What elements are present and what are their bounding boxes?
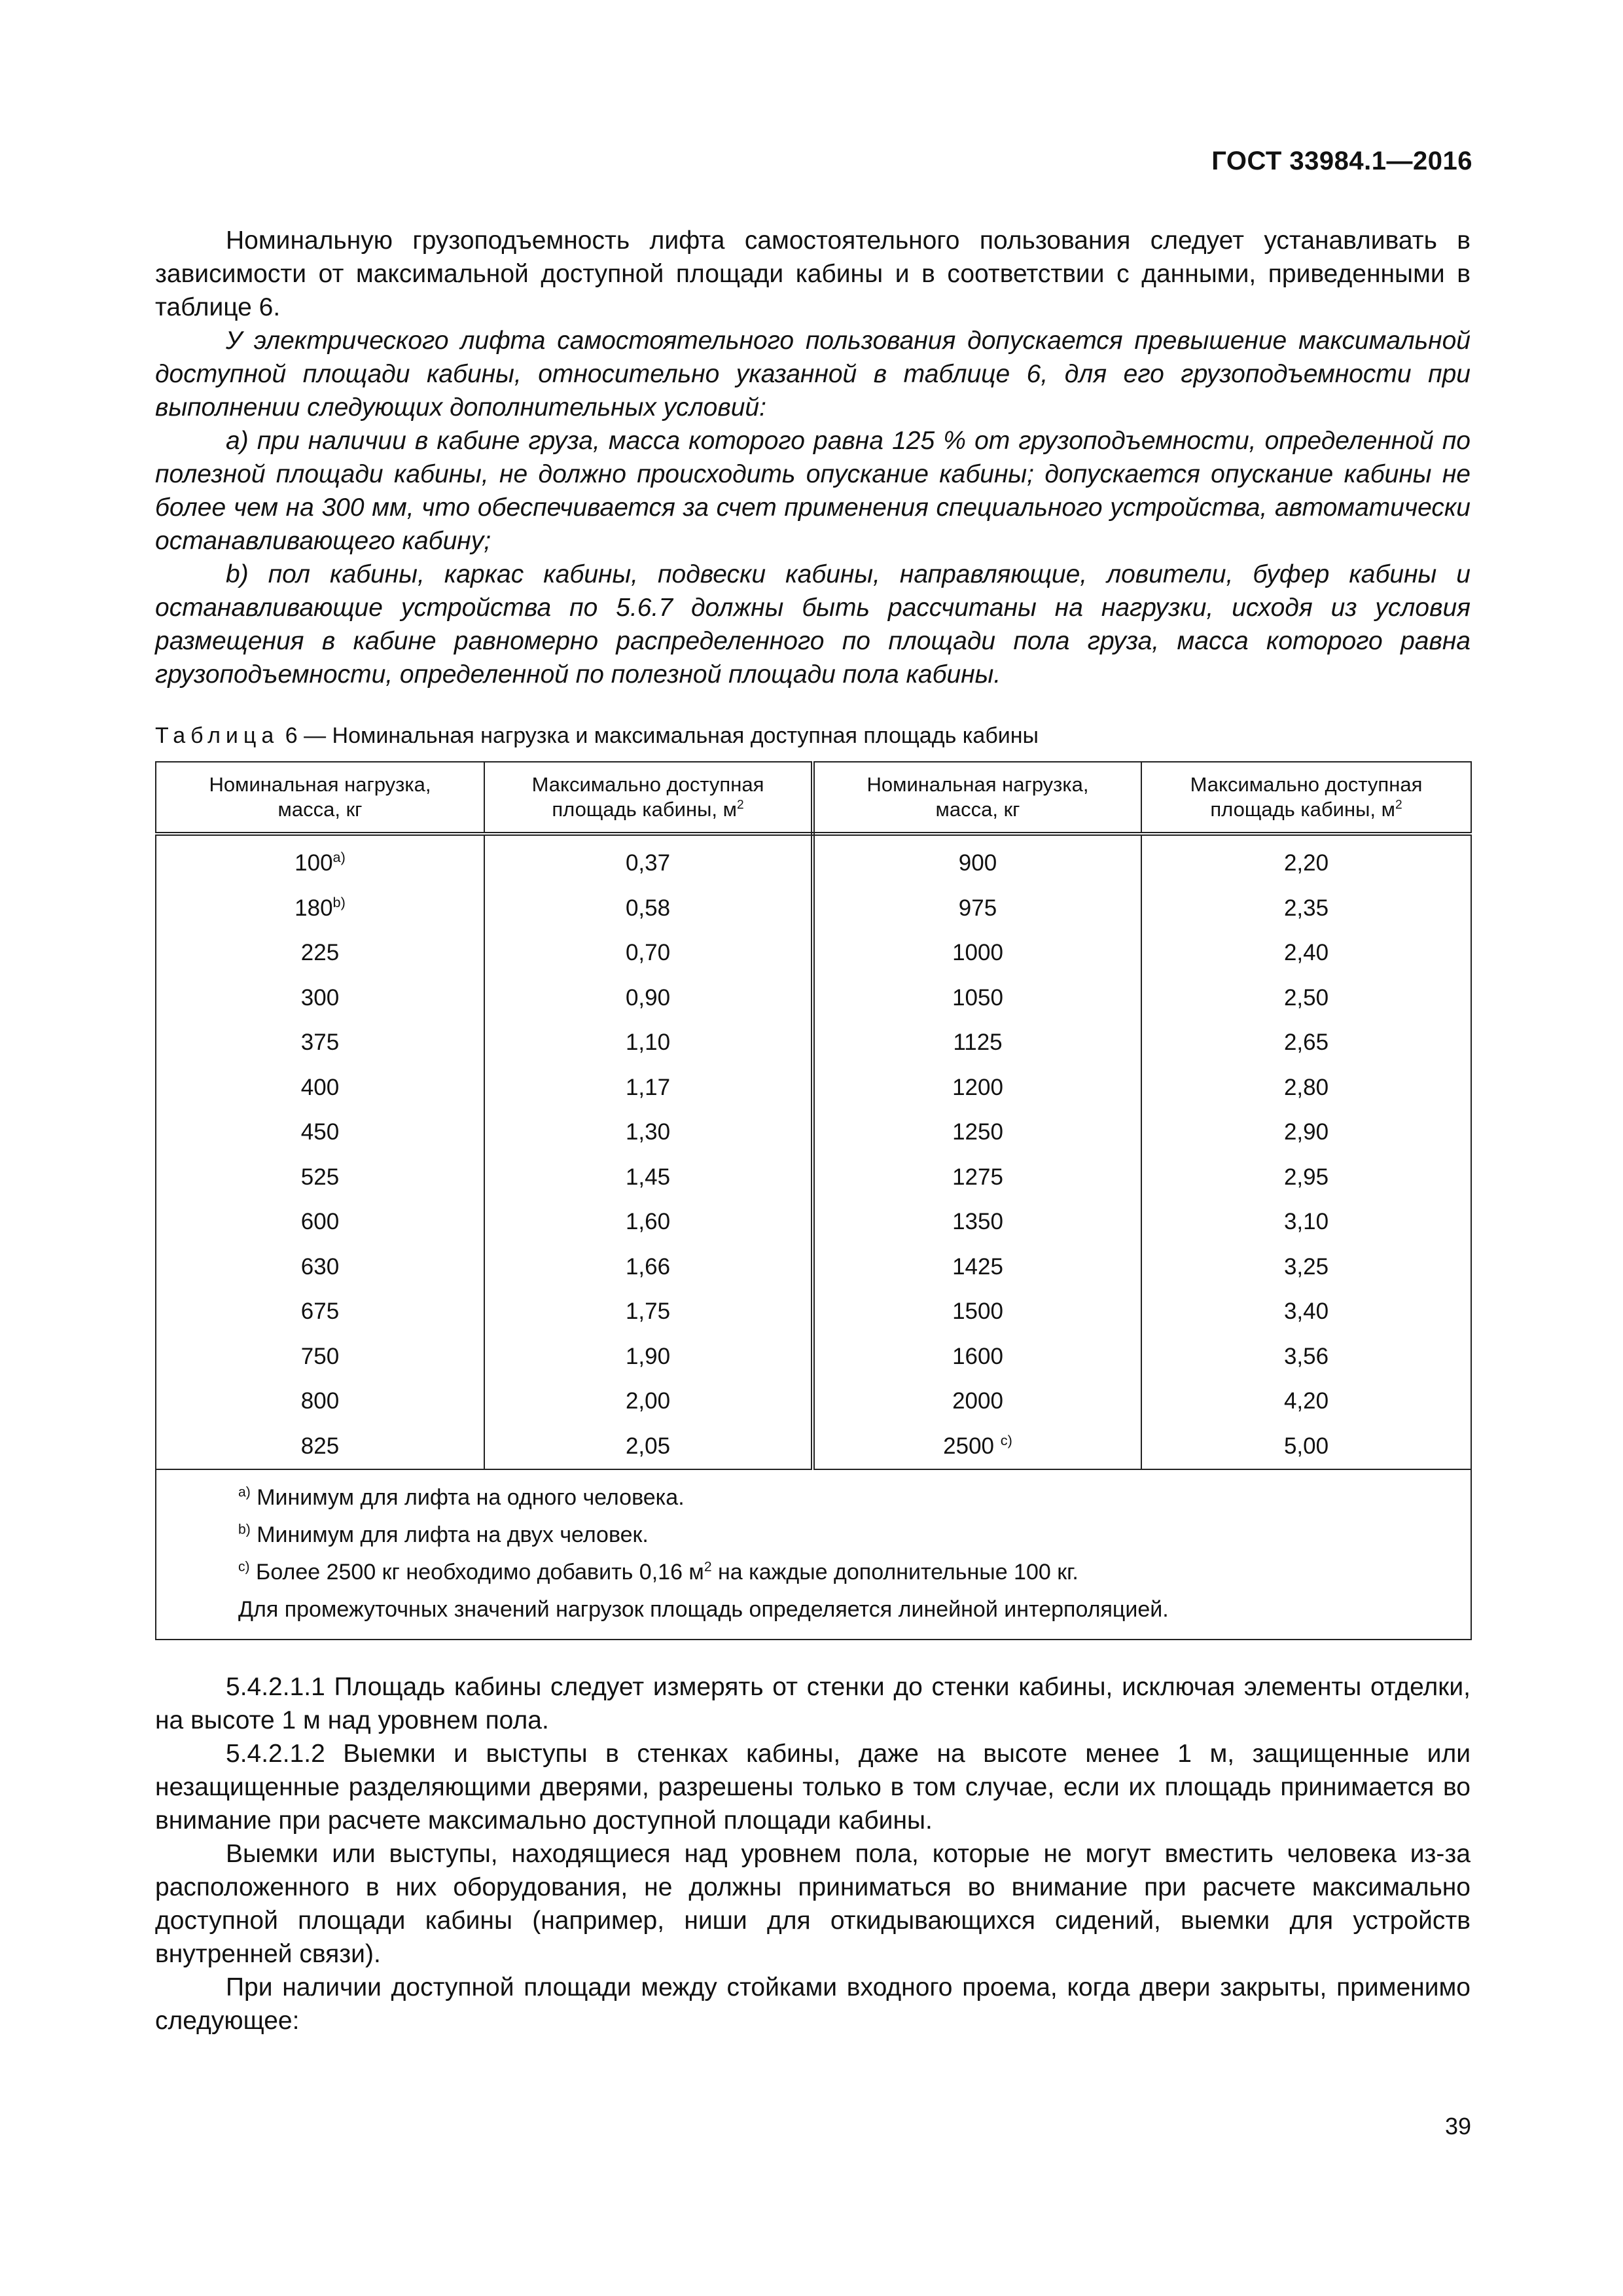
cell-area-right: 2,50 [1141,976,1471,1021]
note-interpolation: Для промежуточных значений нагрузок площадь определяется линейной интерполяцией. [238,1597,1169,1622]
cell-load-right: 1350 [813,1200,1141,1245]
note-a: $^{a)}$ Минимум для лифта на одного человека. [238,1484,685,1510]
cell-area-right: 2,90 [1141,1110,1471,1155]
cell-load-right: 1125 [813,1020,1141,1066]
cell-area-right: 3,25 [1141,1245,1471,1290]
paragraph-condition-b: b) пол кабины, каркас кабины, подвески кабины, направляющие, ловители, буфер кабины и останавливающие устройства по 5.6.7 должны быть рассчитаны на нагрузки, исходя из условия размещения в кабине равномерно распределенного по площади пола груза, масса которого равна грузоподъемности, определенной по полезной площади пола кабины. [155,560,1471,689]
intro-text [155,224,1471,691]
cell-area-left: 2,05 [484,1424,813,1470]
table-row [156,1379,1471,1424]
cell-load-right: 1600 [813,1335,1141,1380]
cell-area-left: 0,37 [484,834,813,886]
cell-area-right: 2,40 [1141,931,1471,976]
document-id: ГОСТ 33984.1—2016 [1211,147,1472,175]
table-header-row [156,762,1471,834]
cell-load-left: 300 [156,976,484,1021]
paragraph-5-4-2-1-1: 5.4.2.1.1 Площадь кабины следует измерять от стенки до стенки кабины, исключая элементы отделки, на высоте 1 м над уровнем пола. [155,1673,1471,1734]
cell-load-left: 400 [156,1066,484,1111]
paragraph-entrance-area: При наличии доступной площади между стойками входного проема, когда двери закрыты, применимо следующее: [155,1973,1471,2035]
table-row [156,931,1471,976]
cell-load-left: 750 [156,1335,484,1380]
cell-area-right: 4,20 [1141,1379,1471,1424]
table-row [156,1335,1471,1380]
cell-load-right: 1500 [813,1289,1141,1335]
paragraph-condition-a: a) при наличии в кабине груза, масса которого равна 125 % от грузоподъемности, определенной по полезной площади кабины, не должно происходить опускание кабины; допускается опускание кабины не более чем на 300 мм, что обеспечивается за счет применения специального устройства, автоматически останавливающего кабину; [155,427,1471,555]
cell-load-left: 600 [156,1200,484,1245]
cell-load-left: 100$^{a)}$ [156,834,484,886]
cell-area-left: 1,30 [484,1110,813,1155]
cell-load-right: 2000 [813,1379,1141,1424]
header-area-1: Максимально доступная площадь кабины, $м^2$ [484,762,813,834]
table-caption-text: 6 — Номинальная нагрузка и максимальная доступная площадь кабины [279,723,1039,748]
table-row [156,976,1471,1021]
table-row [156,1110,1471,1155]
paragraph-5-4-2-1-2: 5.4.2.1.2 Выемки и выступы в стенках кабины, даже на высоте менее 1 м, защищенные или незащищенные разделяющими дверями, разрешены только в том случае, если их площадь принимается во внимание при расчете максимально доступной площади кабины. [155,1740,1471,1835]
cell-load-right: 1050 [813,976,1141,1021]
paragraph-exceeding-area: У электрического лифта самостоятельного пользования допускается превышение максимальной доступной площади кабины, относительно указанной в таблице 6, для его грузоподъемности при выполнении следующих дополнительных условий: [155,327,1471,422]
table-row [156,1066,1471,1111]
cell-load-left: 630 [156,1245,484,1290]
cell-load-left: 825 [156,1424,484,1470]
note-b: $^{b)}$ Минимум для лифта на двух человек. [238,1522,649,1547]
cell-area-left: 1,75 [484,1289,813,1335]
cell-area-right: 5,00 [1141,1424,1471,1470]
cell-area-left: 0,70 [484,931,813,976]
cell-area-right: 2,80 [1141,1066,1471,1111]
paragraph-load-rule: Номинальную грузоподъемность лифта самостоятельного пользования следует устанавливать в зависимости от максимальной доступной площади кабины и в соответствии с данными, приведенными в таблице 6. [155,226,1471,321]
cell-load-right: 2500 $^{c)}$ [813,1424,1141,1470]
cell-area-right: 2,95 [1141,1155,1471,1200]
cell-load-right: 1200 [813,1066,1141,1111]
cell-area-left: 1,66 [484,1245,813,1290]
cell-area-left: 1,90 [484,1335,813,1380]
table-row [156,886,1471,931]
note-c: $^{c)}$ Более 2500 кг необходимо добавить 0,16 $м^2$ на каждые дополнительные 100 кг. [238,1559,1079,1585]
table-notes [156,1469,1471,1640]
table-row [156,1289,1471,1335]
table-caption [155,721,1039,750]
cell-load-right: 975 [813,886,1141,931]
section-text [155,1670,1471,2037]
table-notes-row [156,1469,1471,1640]
cell-load-right: 1275 [813,1155,1141,1200]
cell-area-left: 1,17 [484,1066,813,1111]
cell-area-right: 3,40 [1141,1289,1471,1335]
table-row [156,1155,1471,1200]
cell-area-left: 1,10 [484,1020,813,1066]
table-row [156,834,1471,886]
table-body [156,834,1471,1469]
cell-load-right: 1250 [813,1110,1141,1155]
table-row [156,1424,1471,1470]
cell-area-right: 3,10 [1141,1200,1471,1245]
cell-load-left: 675 [156,1289,484,1335]
table-row [156,1020,1471,1066]
cell-load-left: 375 [156,1020,484,1066]
page-number: 39 [1444,2113,1471,2140]
cell-area-left: 0,90 [484,976,813,1021]
table-row [156,1245,1471,1290]
paragraph-recesses: Выемки или выступы, находящиеся над уровнем пола, которые не могут вместить человека из-за расположенного в них оборудования, не должны приниматься во внимание при расчете максимально доступной площади кабины (например, ниши для откидывающихся сидений, выемки для устройств внутренней связи). [155,1840,1471,1968]
header-load-1: Номинальная нагрузка, масса, кг [156,762,484,834]
cell-load-right: 1000 [813,931,1141,976]
cell-load-left: 450 [156,1110,484,1155]
cell-load-left: 800 [156,1379,484,1424]
cell-area-right: 3,56 [1141,1335,1471,1380]
cell-area-right: 2,35 [1141,886,1471,931]
table-row [156,1200,1471,1245]
cell-load-right: 900 [813,834,1141,886]
cell-load-left: 225 [156,931,484,976]
header-area-2: Максимально доступная площадь кабины, $м^2$ [1141,762,1471,834]
table-caption-label: Таблица [155,723,279,748]
cell-area-left: 1,60 [484,1200,813,1245]
cell-area-right: 2,20 [1141,834,1471,886]
cell-area-right: 2,65 [1141,1020,1471,1066]
cell-area-left: 2,00 [484,1379,813,1424]
cell-load-right: 1425 [813,1245,1141,1290]
load-area-table [155,761,1472,1640]
cell-area-left: 0,58 [484,886,813,931]
cell-load-left: 525 [156,1155,484,1200]
cell-load-left: 180$^{b)}$ [156,886,484,931]
cell-area-left: 1,45 [484,1155,813,1200]
header-load-2: Номинальная нагрузка, масса, кг [813,762,1141,834]
